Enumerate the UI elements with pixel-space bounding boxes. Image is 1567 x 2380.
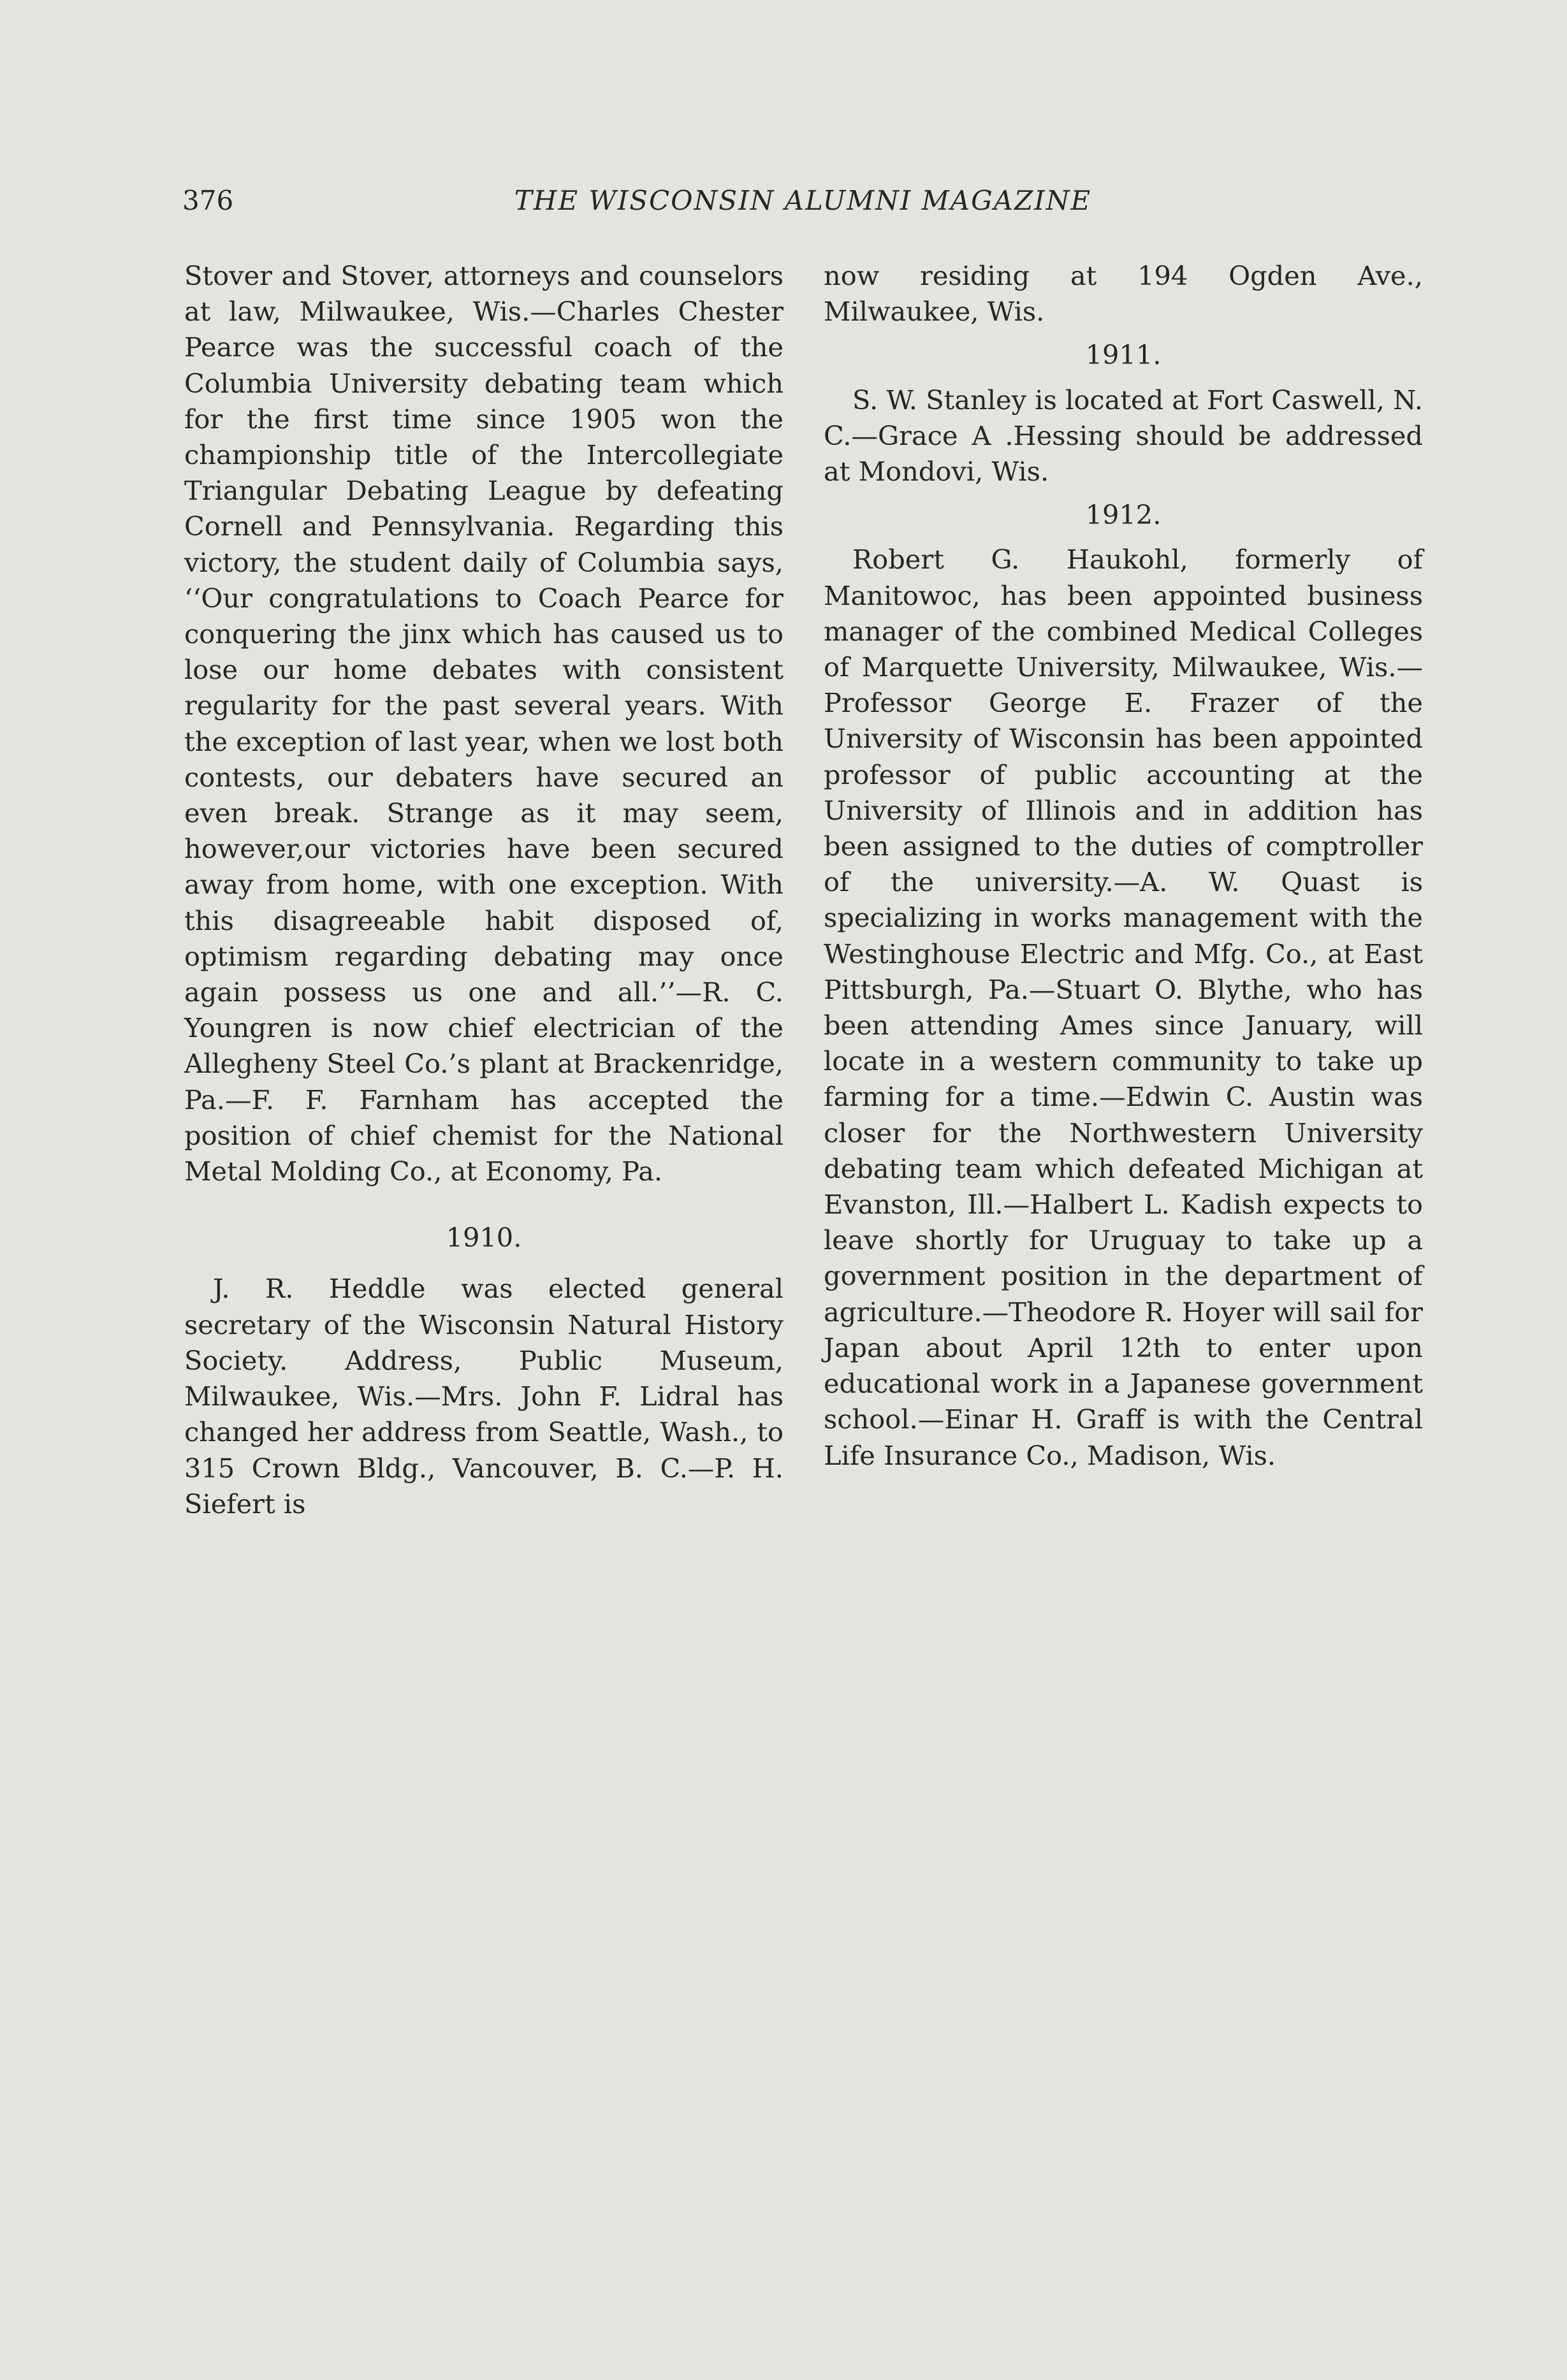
class-notes-1912: Robert G. Haukohl, formerly of Manitowoc, has been appointed business manager of the combined Medical Colleges of Marquette University, Milwaukee, Wis.—Professor George E. Frazer of the University of Wisconsin has been appointed professor of public accounting at the University of Illinois and in addition has been assigned to the duties of comptroller of the university.—A. W. Quast is specializing in works management with the Westinghouse Electric and Mfg. Co., at East Pittsburgh, Pa.—Stuart O. Blythe, who has been attending Ames since January, will locate in a western community to take up farming for a time.—Edwin C. Austin was closer for the Northwestern University debating team which defeated Michigan at Evanston, Ill.—Halbert L. Kadish expects to leave shortly for Uruguay to take up a government position in the department of agriculture.—Theodore R. Hoyer will sail for Japan about April 12th to enter upon educational work in a Japanese government school.—Einar H. Graff is with the Central Life Insurance Co., Madison, Wis. (824, 544, 1423, 1471)
class-notes-1911: S. W. Stanley is located at Fort Caswell, N. C.—Grace A .Hessing should be addressed at Mondovi, Wis. (824, 384, 1423, 488)
continued-paragraph-right: now residing at 194 Ogden Ave., Milwaukee, Wis. (824, 260, 1423, 328)
continued-paragraph: Stover and Stover, attorneys and counselors at law, Milwaukee, Wis.—Charles Chester Pearce was the successful coach of the Columbia University debating team which for the first time since 1905 won the championship title of the Intercollegiate Triangular Debating League by defeating Cornell and Pennsylvania. Regarding this victory, the student daily of Columbia says, ‘‘Our congratulations to Coach Pearce for conquering the jinx which has caused us to lose our home debates with consistent regularity for the past several years. With the exception of last year, when we lost both contests, our debaters have secured an even break. Strange as it may seem, however,our victories have been secured away from home, with one exception. With this disagreeable habit disposed of, optimism regarding debating may once again possess us one and all.’’—R. C. Youngren is now chief electrician of the Allegheny Steel Co.’s plant at Brackenridge, Pa.—F. F. Farnham has accepted the position of chief chemist for the National Metal Molding Co., at Economy, Pa. (184, 260, 784, 1187)
class-year-heading-1910: 1910. (446, 1222, 522, 1254)
page-number: 376 (182, 185, 234, 216)
page-header (182, 185, 1424, 223)
left-column (184, 258, 784, 1522)
running-title: THE WISCONSIN ALUMNI MAGAZINE (514, 185, 1092, 216)
right-column (824, 258, 1423, 1474)
class-year-heading-1912: 1912. (1085, 499, 1162, 531)
class-year-heading-1911: 1911. (1085, 339, 1162, 371)
class-notes-1910: J. R. Heddle was elected general secretary of the Wisconsin Natural History Society. Address, Public Museum, Milwaukee, Wis.—Mrs. John F. Lidral has changed her address from Seattle, Wash., to 315 Crown Bldg., Vancouver, B. C.—P. H. Siefert is (184, 1273, 784, 1520)
